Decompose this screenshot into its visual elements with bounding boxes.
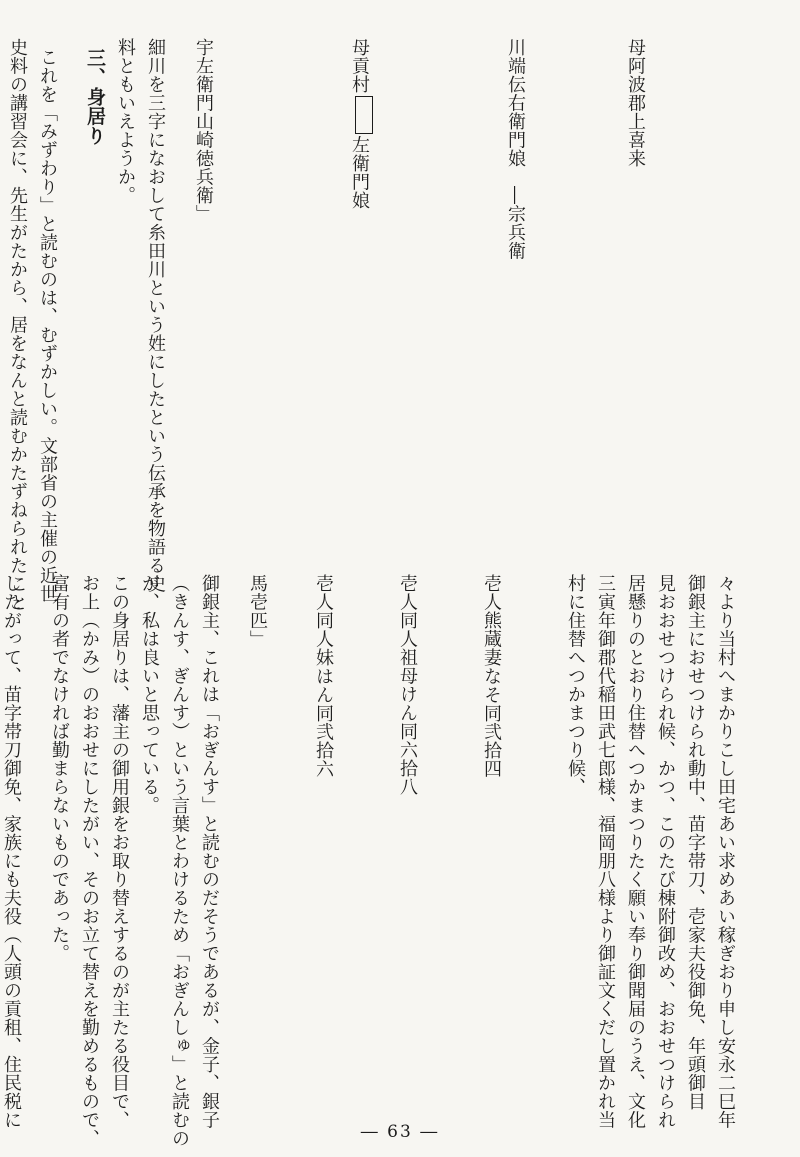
- text-fragment: 左衛門娘: [349, 135, 370, 210]
- text-line: [0, 38, 2, 556]
- text-fragment: はん: [313, 666, 334, 704]
- text-fragment: 壱人: [313, 574, 334, 611]
- text-fragment: なそ: [481, 666, 502, 704]
- text-line: が、私は良いと思っている。: [139, 574, 160, 815]
- text-line: 居懸りのとおり住替へつかまつりたく願い奉り御聞届のうえ、文化: [625, 574, 646, 1129]
- text-line: 富有の者でなければ勤まらないものであった。: [49, 574, 70, 963]
- text-line: したがって、苗字帯刀御免、家族にも夫役（人頭の貢租、住民税に: [1, 574, 22, 1129]
- text-line: [344, 38, 500, 556]
- text-line: この身居りは、藩主の御用銀をお取り替えするのが主たる役目で、: [109, 574, 130, 1129]
- text-line: 母阿波郡上喜来: [625, 38, 646, 168]
- section-heading: 三、身居り: [84, 48, 106, 146]
- text-line: 村に住替へつかまつり候、: [565, 574, 586, 796]
- text-line: 三寅年御郡代稲田武七郎様、福岡朋八様より御証文くだし置かれ当: [595, 574, 616, 1129]
- text-line: 々より当村へまかりこし田宅あい求めあい稼ぎおり申し安永二巳年: [715, 574, 736, 1129]
- text-fragment: 同弐拾四: [481, 703, 502, 778]
- text-line: 見おおせつけられ候、かつ、このたび棟附御改め、おおせつけられ: [655, 574, 676, 1129]
- blank-box: [355, 96, 373, 134]
- text-line: 細川を三字になおして糸田川という姓にしたという伝承を物語る史: [145, 38, 166, 593]
- text-line: [476, 574, 560, 1119]
- page-number: ― 63 ―: [360, 1122, 440, 1142]
- text-line: お上（かみ）のおおせにしたがい、そのお立て替えを勤めるもので、: [79, 574, 100, 1148]
- text-fragment: 同六拾八: [397, 722, 418, 796]
- text-line: 川端伝右衛門娘 ―宗兵衛: [505, 38, 526, 260]
- text-fragment: 壱人: [397, 574, 418, 611]
- text-line: これを「みずわり」と読むのは、むずかしい。文部省の主催の近世: [37, 48, 58, 603]
- text-fragment: 熊蔵妻: [481, 611, 502, 667]
- text-fragment: 壱人: [481, 574, 502, 611]
- text-line: 御銀主、これは「おぎんす」と読むのだそうであるが、金子、銀子: [199, 574, 220, 1129]
- quote-close: 」: [247, 629, 268, 648]
- text-fragment: 同弐拾六: [313, 703, 334, 778]
- text-line: （きんす、ぎんす）という言葉とわけるため「おぎんしゅ」と読むの: [169, 574, 190, 1148]
- text-line: 史料の講習会に、先生がたから、居をなんと読むかたずねられたこと: [7, 38, 28, 612]
- text-fragment: けん: [397, 685, 418, 722]
- text-line: [392, 574, 476, 1119]
- text-fragment: 母貢村: [349, 38, 370, 94]
- text-fragment: 同人祖母: [397, 611, 418, 685]
- text-line: [242, 574, 308, 1119]
- text-line: 御銀主におせつけられ動中、苗字帯刀、壱家夫役御免、年頭御目: [685, 574, 706, 1111]
- text-fragment: 馬壱匹: [247, 574, 268, 630]
- text-fragment: 同人妹: [313, 611, 334, 667]
- text-line: 料ともいえようか。: [115, 38, 136, 205]
- text-line: 宇左衛門山崎徳兵衛」: [193, 38, 214, 223]
- text-line: [308, 574, 392, 1119]
